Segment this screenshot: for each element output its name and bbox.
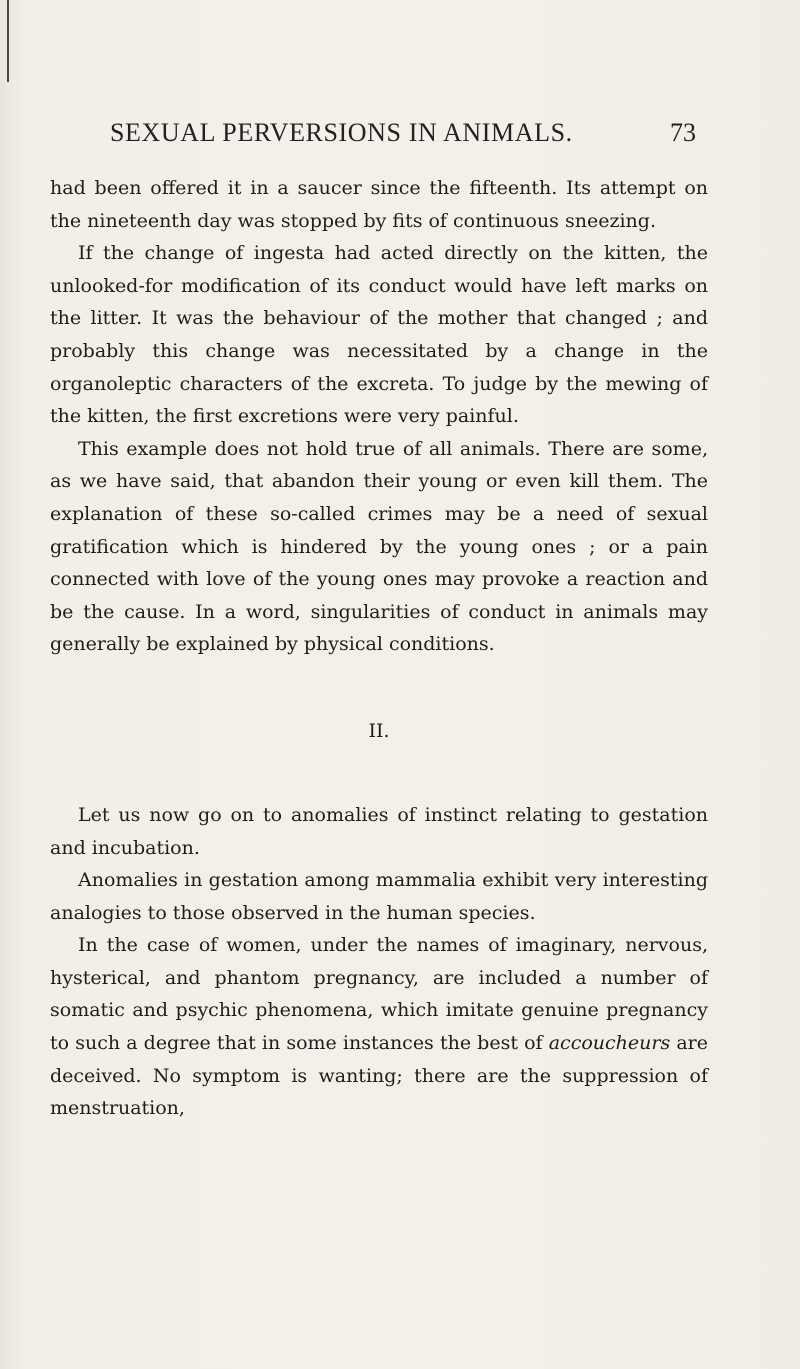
page-edge-mark — [7, 0, 9, 82]
paragraph-women-pregnancy — [50, 929, 708, 1125]
paragraph-text-before: In the case of women, under the names of imaginary, nervous, hysterical, and phantom pregnancy, are included a number of somatic and psychic phenomena, which imitate genuine pregnancy to such a degree that in some instances the best of — [50, 934, 708, 1055]
paragraph-continuation: had been offered it in a saucer since the fifteenth. Its attempt on the nineteenth day was stopped by fits of continuous sneezing. — [50, 177, 708, 232]
paragraph-anomalies-instinct: Let us now go on to anomalies of instinct relating to gestation and incubation. — [50, 803, 708, 859]
running-title: SEXUAL PERVERSIONS IN ANIMALS. — [110, 118, 573, 147]
paragraph-text-after: are deceived. No symptom is wanting; there are the suppression of menstruation, — [50, 1032, 708, 1120]
paragraph-example: This example does not hold true of all animals. There are some, as we have said, that abandon their young or even kill them. The explanation of these so-called crimes may be a need of sexual gratification which is hindered by the young ones ; or a pain connected with love of the young ones may provoke a reaction and be the cause. In a word, singularities of conduct in animals may generally be explained by physical conditions. — [50, 437, 708, 656]
page-number: 73 — [670, 118, 696, 147]
paragraph-ingesta: If the change of ingesta had acted directly on the kitten, the unlooked-for modification of its conduct would have left marks on the litter. It was the behaviour of the mother that changed ; and probably this change was necessitated by a change in the organoleptic characters of the excreta. To judge by the mewing of the kitten, the first excretions were very painful. — [50, 242, 708, 428]
paragraph-anomalies-gestation: Anomalies in gestation among mammalia exhibit very interesting analogies to those observed in the human species. — [50, 869, 708, 924]
body-text — [50, 172, 708, 1125]
italic-term-accoucheurs: accoucheurs — [548, 1032, 671, 1055]
section-number: II. — [368, 719, 390, 742]
page-header — [110, 118, 696, 152]
